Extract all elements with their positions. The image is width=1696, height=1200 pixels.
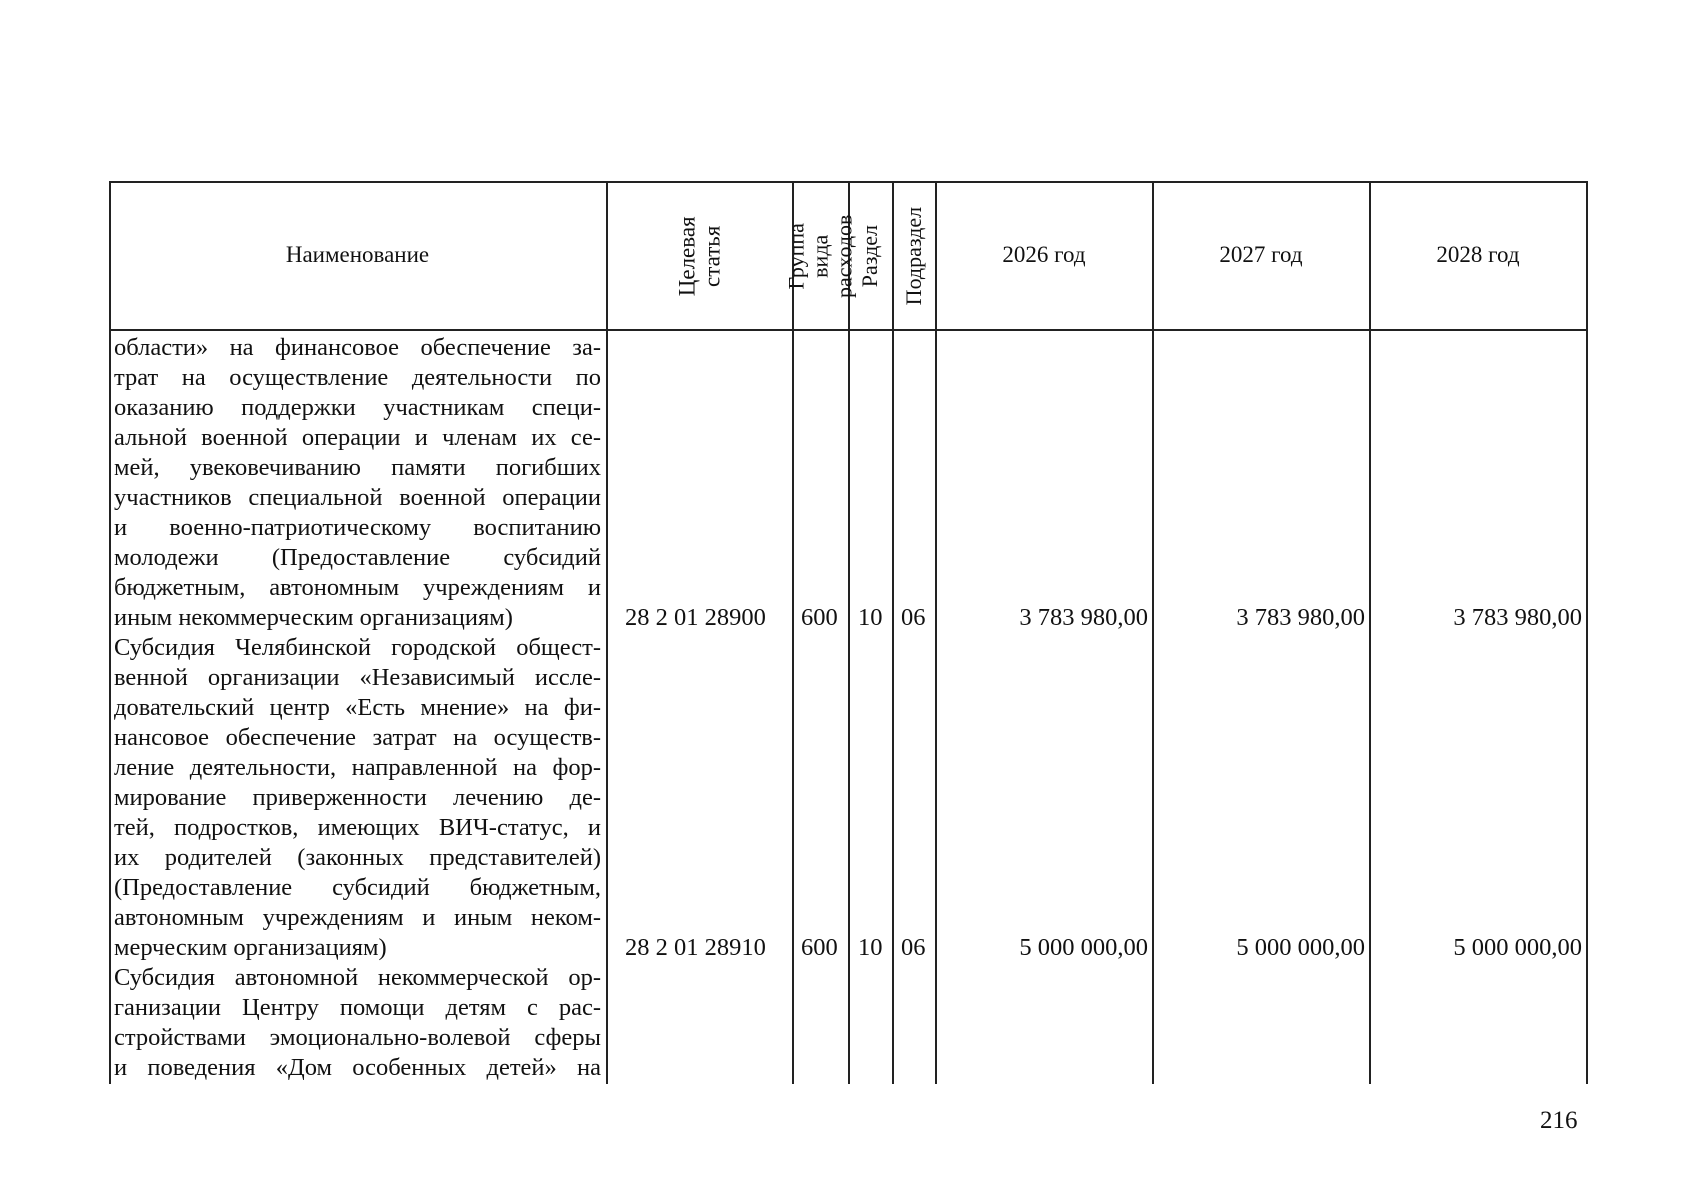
text-line: Субсидия Челябинской городской общест-	[114, 634, 601, 661]
text-line: мирование приверженности лечению де-	[114, 784, 601, 811]
row-1-section: 10	[858, 604, 883, 631]
row-2-value-2026: 5 000 000,00	[1019, 934, 1148, 961]
row-1-value-2028: 3 783 980,00	[1453, 604, 1582, 631]
text-line: тей, подростков, имеющих ВИЧ-статус, и	[114, 814, 601, 841]
header-subsection-cell	[893, 183, 935, 329]
budget-table	[109, 181, 1588, 1084]
row-1-value-2027: 3 783 980,00	[1236, 604, 1365, 631]
text-line: области» на финансовое обеспечение за-	[114, 334, 601, 361]
header-2026: 2026 год	[1002, 242, 1086, 268]
text-line: мей, увековечиванию памяти погибших	[114, 454, 601, 481]
header-2028: 2028 год	[1436, 242, 1520, 268]
header-section-text: Раздел	[857, 224, 883, 288]
text-line: стройствами эмоционально-волевой сферы	[114, 1024, 601, 1051]
row-1-subsection: 06	[901, 604, 926, 631]
header-name: Наименование	[285, 242, 430, 268]
row-2-target-article: 28 2 01 28910	[625, 934, 766, 961]
header-2027: 2027 год	[1219, 242, 1303, 268]
text-line: ганизации Центру помощи детям с рас-	[114, 994, 601, 1021]
header-section-cell	[849, 183, 892, 329]
text-line: трат на осуществление деятельности по	[114, 364, 601, 391]
row-2-value-2028: 5 000 000,00	[1453, 934, 1582, 961]
row-2-section: 10	[858, 934, 883, 961]
row-1-value-2026: 3 783 980,00	[1019, 604, 1148, 631]
text-line: иным некоммерческим организациям)	[114, 604, 513, 631]
header-subsection-text: Подраздел	[900, 206, 926, 306]
text-line: бюджетным, автономным учреждениям и	[114, 574, 601, 601]
text-line: венной организации «Независимый иссле-	[114, 664, 601, 691]
row-1-expense-group: 600	[801, 604, 838, 631]
header-expense-group-cell	[783, 183, 857, 329]
row-2-value-2027: 5 000 000,00	[1236, 934, 1365, 961]
row-2-expense-group: 600	[801, 934, 838, 961]
text-line: мерческим организациям)	[114, 934, 387, 961]
row-3-name	[114, 963, 601, 1083]
text-line: альной военной операции и членам их се-	[114, 424, 601, 451]
text-line: (Предоставление субсидий бюджетным,	[114, 874, 601, 901]
text-line: и поведения «Дом особенных детей» на	[114, 1054, 601, 1081]
text-line: их родителей (законных представителей)	[114, 844, 601, 871]
text-line: довательский центр «Есть мнение» на фи-	[114, 694, 601, 721]
text-line: нансовое обеспечение затрат на осуществ-	[114, 724, 601, 751]
text-line: участников специальной военной операции	[114, 484, 601, 511]
text-line: Субсидия автономной некоммерческой ор-	[114, 964, 601, 991]
text-line: молодежи (Предоставление субсидий	[114, 544, 601, 571]
header-target-article-cell	[607, 183, 792, 329]
header-target-article-text: Целевая статья	[674, 216, 725, 296]
text-line: и военно-патриотическому воспитанию	[114, 514, 601, 541]
text-line: оказанию поддержки участникам специ-	[114, 394, 601, 421]
col-border-right	[1586, 181, 1588, 1084]
row-1-target-article: 28 2 01 28900	[625, 604, 766, 631]
row-2-name	[114, 633, 601, 963]
header-expense-group-text: Группа вида расходов	[783, 214, 857, 298]
text-line: автономным учреждениям и иным неком-	[114, 904, 601, 931]
page-number: 216	[1540, 1107, 1578, 1134]
text-line: ление деятельности, направленной на фор-	[114, 754, 601, 781]
row-2-subsection: 06	[901, 934, 926, 961]
row-1-name	[114, 333, 601, 633]
